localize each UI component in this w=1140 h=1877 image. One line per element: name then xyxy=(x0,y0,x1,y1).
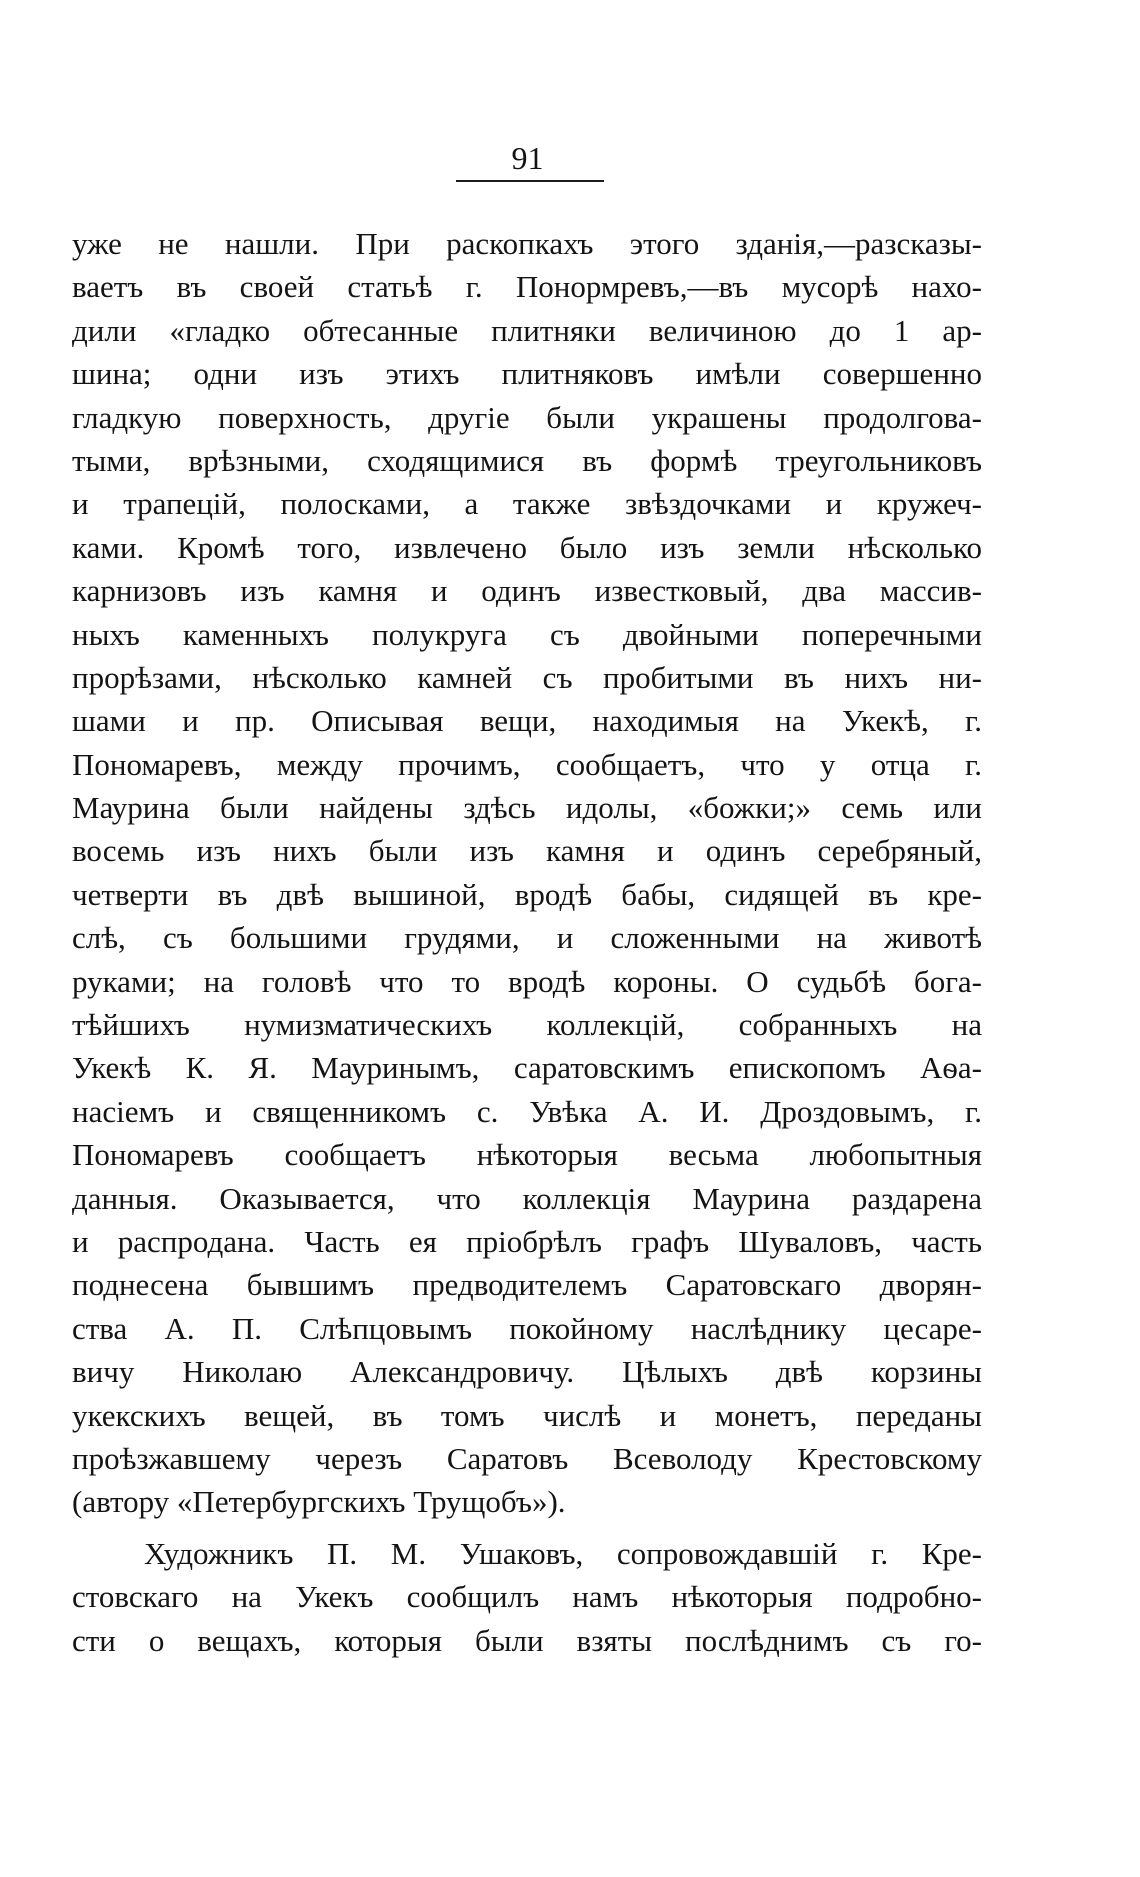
text-line: шина; одни изъ этихъ плитняковъ имѣли совершенно xyxy=(72,356,982,392)
text-line: Маурина были найдены здѣсь идолы, «божки;» семь или xyxy=(72,790,982,826)
text-line: четверти въ двѣ вышиной, вродѣ бабы, сидящей въ кре- xyxy=(72,876,982,912)
body-text xyxy=(72,222,982,1662)
text-line: стовскаго на Укекъ сообщилъ намъ нѣкоторыя подробно- xyxy=(72,1579,982,1615)
text-line: карнизовъ изъ камня и одинъ известковый, два массив- xyxy=(72,573,982,609)
paragraph-2 xyxy=(72,1532,982,1662)
page-number-rule xyxy=(456,180,604,182)
text-line: Укекѣ К. Я. Мауринымъ, саратовскимъ епископомъ Аѳа- xyxy=(72,1050,982,1086)
text-line: руками; на головѣ что то вродѣ короны. О судьбѣ бога- xyxy=(72,963,982,999)
text-line: сти о вещахъ, которыя были взяты послѣднимъ съ го- xyxy=(72,1622,982,1658)
page-number: 91 xyxy=(511,140,544,176)
text-line: гладкую поверхность, другіе были украшены продолгова- xyxy=(72,399,982,435)
text-line: Художникъ П. М. Ушаковъ, сопровождавшій г. Кре- xyxy=(144,1535,982,1571)
paragraph-1 xyxy=(72,222,982,1524)
text-line: ваетъ въ своей статьѣ г. Понормревъ,—въ мусорѣ нахо- xyxy=(72,269,982,305)
text-line: тыми, врѣзными, сходящимися въ формѣ треугольниковъ xyxy=(72,442,982,478)
text-line: дили «гладко обтесанные плитняки величиною до 1 ар- xyxy=(72,312,982,348)
text-line: насіемъ и священникомъ с. Увѣка А. И. Дроздовымъ, г. xyxy=(72,1093,982,1129)
text-line: данныя. Оказывается, что коллекція Маурина раздарена xyxy=(72,1180,982,1216)
paragraph-gap xyxy=(72,1524,982,1532)
text-line: слѣ, съ большими грудями, и сложенными на животѣ xyxy=(72,920,982,956)
text-line: ства А. П. Слѣпцовымъ покойному наслѣднику цесаре- xyxy=(72,1310,982,1346)
text-line: укекскихъ вещей, въ томъ числѣ и монетъ, переданы xyxy=(72,1397,982,1433)
text-line: восемь изъ нихъ были изъ камня и одинъ серебряный, xyxy=(72,833,982,869)
text-line: прорѣзами, нѣсколько камней съ пробитыми въ нихъ ни- xyxy=(72,659,982,695)
text-line: шами и пр. Описывая вещи, находимыя на Укекѣ, г. xyxy=(72,703,982,739)
text-line: Пономаревъ, между прочимъ, сообщаетъ, что у отца г. xyxy=(72,746,982,782)
text-line: уже не нашли. При раскопкахъ этого зданія,—разсказы- xyxy=(72,226,982,261)
text-line: (автору «Петербургскихъ Трущобъ»). xyxy=(72,1484,566,1520)
text-line: и распродана. Часть ея пріобрѣлъ графъ Шуваловъ, часть xyxy=(72,1223,982,1259)
text-line: ками. Кромѣ того, извлечено было изъ земли нѣсколько xyxy=(72,529,982,565)
text-line: вичу Николаю Александровичу. Цѣлыхъ двѣ корзины xyxy=(72,1354,982,1390)
text-line: Пономаревъ сообщаетъ нѣкоторыя весьма любопытныя xyxy=(72,1137,982,1173)
text-line: проѣзжавшему черезъ Саратовъ Всеволоду Крестовскому xyxy=(72,1440,982,1476)
text-line: и трапецій, полосками, а также звѣздочками и кружеч- xyxy=(72,486,982,522)
text-line: тѣйшихъ нумизматическихъ коллекцій, собранныхъ на xyxy=(72,1007,982,1043)
text-line: ныхъ каменныхъ полукруга съ двойными поперечными xyxy=(72,616,982,652)
text-line: поднесена бывшимъ предводителемъ Саратовскаго дворян- xyxy=(72,1267,982,1303)
